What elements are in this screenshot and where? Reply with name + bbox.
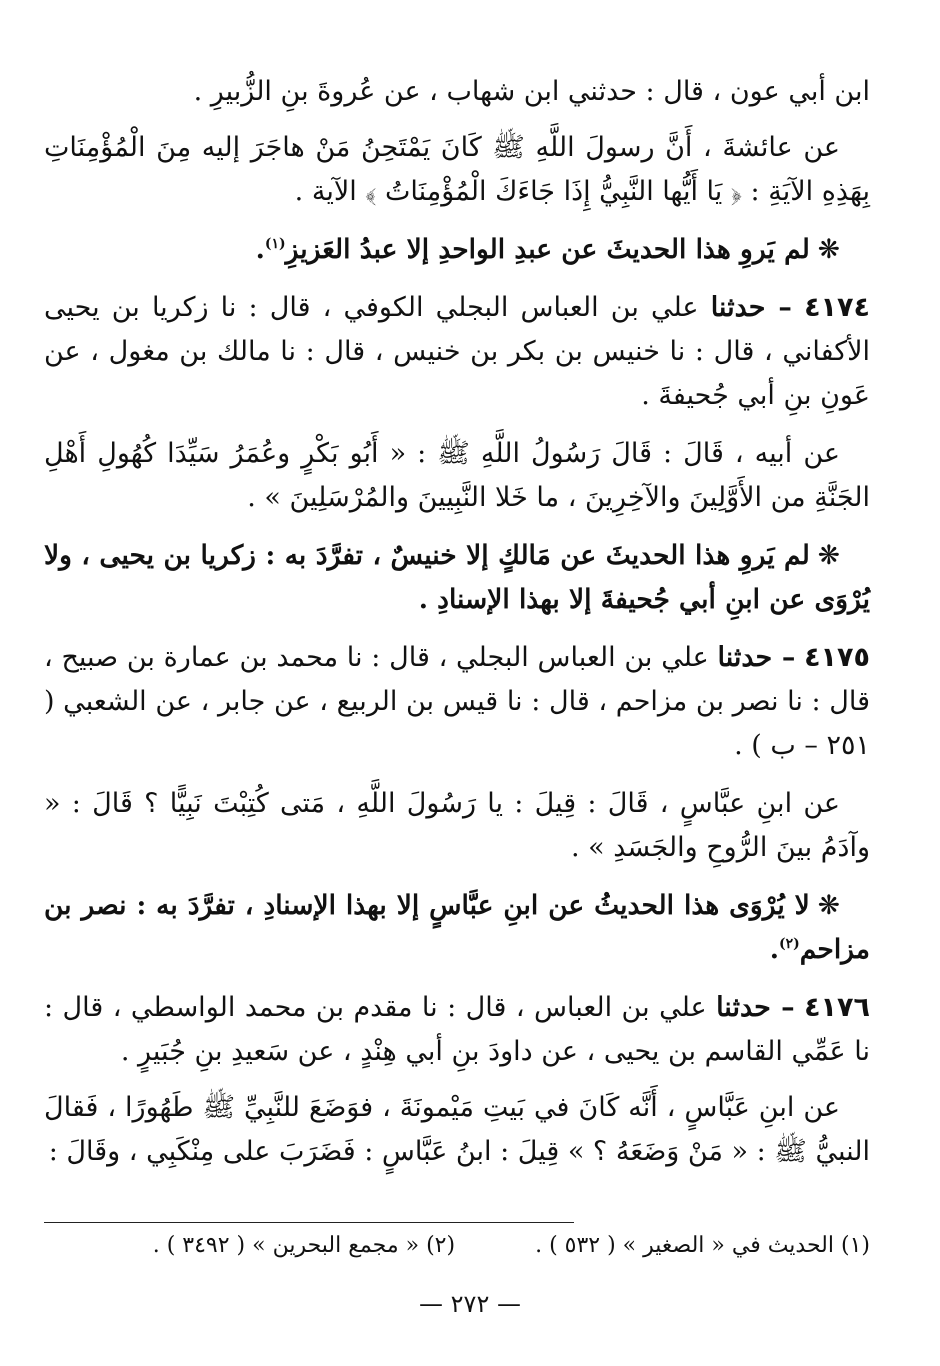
hadith-label: – حدثنا [710,292,792,323]
note-3-end: . [769,934,780,965]
hadith-number: ٤١٧٤ [804,292,870,323]
hadith-label: – حدثنا [717,642,796,673]
note-2 [44,534,870,622]
footnote-1: (١) الحديث في « الصغير » ( ٥٣٢ ) . [535,1233,870,1258]
note-1 [44,228,870,272]
star-icon: ❋ [817,540,840,571]
paragraph-aisha: عن عائشةَ ، أَنَّ رسولَ اللَّهِ ﷺ كَانَ يَمْتَحِنُ مَنْ هاجَرَ إليه مِنَ الْمُؤْمِنَاتِ بِهَذِهِ الآيَةِ : ﴿ يَا أَيُّها النَّبِيُّ إِذَا جَاءَكَ الْمُؤْمِنَاتُ ﴾ الآية . [44,132,870,207]
hadith-number: ٤١٧٥ [804,642,870,673]
hadith-4175 [44,636,870,768]
footnote-ref-2: (٢) [779,936,800,953]
note-1-text: لم يَروِ هذا الحديثَ عن عبدِ الواحدِ إلا عبدُ العَزيزِ [285,234,810,265]
note-3 [44,884,870,972]
page-number: — ٢٧٢ — [419,1290,521,1318]
footnote-divider [44,1222,574,1223]
hadith-4176-body: عن ابنِ عَبَّاسٍ ، أَنَّه كَانَ في بَيتِ مَيْمونَةَ ، فوَضَعَ للنَّبِيِّ ﷺ طَهُورًا ، فَقالَ النبيُّ ﷺ : « مَنْ وَضَعَهُ ؟ » قِيلَ : ابنُ عَبَّاسٍ : فَضَرَبَ على مِنْكَبِي ، وقَالَ : [44,1092,870,1167]
note-1-end: . [255,234,265,265]
footnotes [44,1228,870,1264]
hadith-4176 [44,986,870,1074]
note-3-text: لا يُرْوَى هذا الحديثُ عن ابنِ عبَّاسٍ إلا بهذا الإسنادِ ، تفرَّدَ به : نصر بن مزاحم [44,890,870,965]
hadith-4175-body: عن ابنِ عبَّاسٍ ، قَالَ : قِيلَ : يا رَسُولَ اللَّهِ ، مَتى كُتِبْتَ نَبِيًّا ؟ قَالَ : « وآدَمُ بينَ الرُّوحِ والجَسَدِ » . [44,788,870,863]
hadith-4174 [44,286,870,418]
star-icon: ❋ [817,890,840,921]
hadith-4174-body: عن أبيه ، قَالَ : قَالَ رَسُولُ اللَّهِ ﷺ : « أَبُو بَكْرٍ وعُمَرُ سَيِّدَا كُهُولِ أَهْلِ الجَنَّةِ من الأَوَّلِينَ والآخِرِينَ ، ما خَلا النَّبِيينَ والمُرْسَلِينَ » . [44,438,870,513]
page-body [44,70,870,1326]
hadith-chain: علي بن العباس ، قال : نا مقدم بن محمد الواسطي ، قال : نا عَمِّي القاسم بن يحيى ، عن داودَ بنِ أبي هِنْدٍ ، عن سَعيدِ بنِ جُبَيرٍ . [44,992,870,1067]
star-icon: ❋ [817,234,840,265]
hadith-number: ٤١٧٦ [804,992,870,1023]
footnote-ref-1: (١) [264,236,286,253]
hadith-label: – حدثنا [716,992,795,1023]
note-2-text: لم يَروِ هذا الحديثَ عن مَالكٍ إلا خنيسٌ ، تفرَّدَ به : زكريا بن يحيى ، ولا يُرْوَى عن ابنِ أبي جُحيفةَ إلا بهذا الإسنادِ . [44,540,870,615]
hadith-chain: علي بن العباس البجلي الكوفي ، قال : نا زكريا بن يحيى الأكفاني ، قال : نا خنيس بن بكر بن خنيس ، قال : نا مالك بن مغول ، عن عَونِ بنِ أبي جُحيفةَ . [44,292,870,411]
footnote-2: (٢) « مجمع البحرين » ( ٣٤٩٢ ) . [152,1233,456,1258]
hadith-chain: علي بن العباس البجلي ، قال : نا محمد بن عمارة بن صبيح ، قال : نا نصر بن مزاحم ، قال : نا قيس بن الربيع ، عن جابر ، عن الشعبي ( ٢٥١ – ب ) . [44,642,870,761]
paragraph-continuation: ابن أبي عون ، قال : حدثني ابن شهاب ، عن عُروةَ بنِ الزُّبيرِ . [193,76,870,107]
